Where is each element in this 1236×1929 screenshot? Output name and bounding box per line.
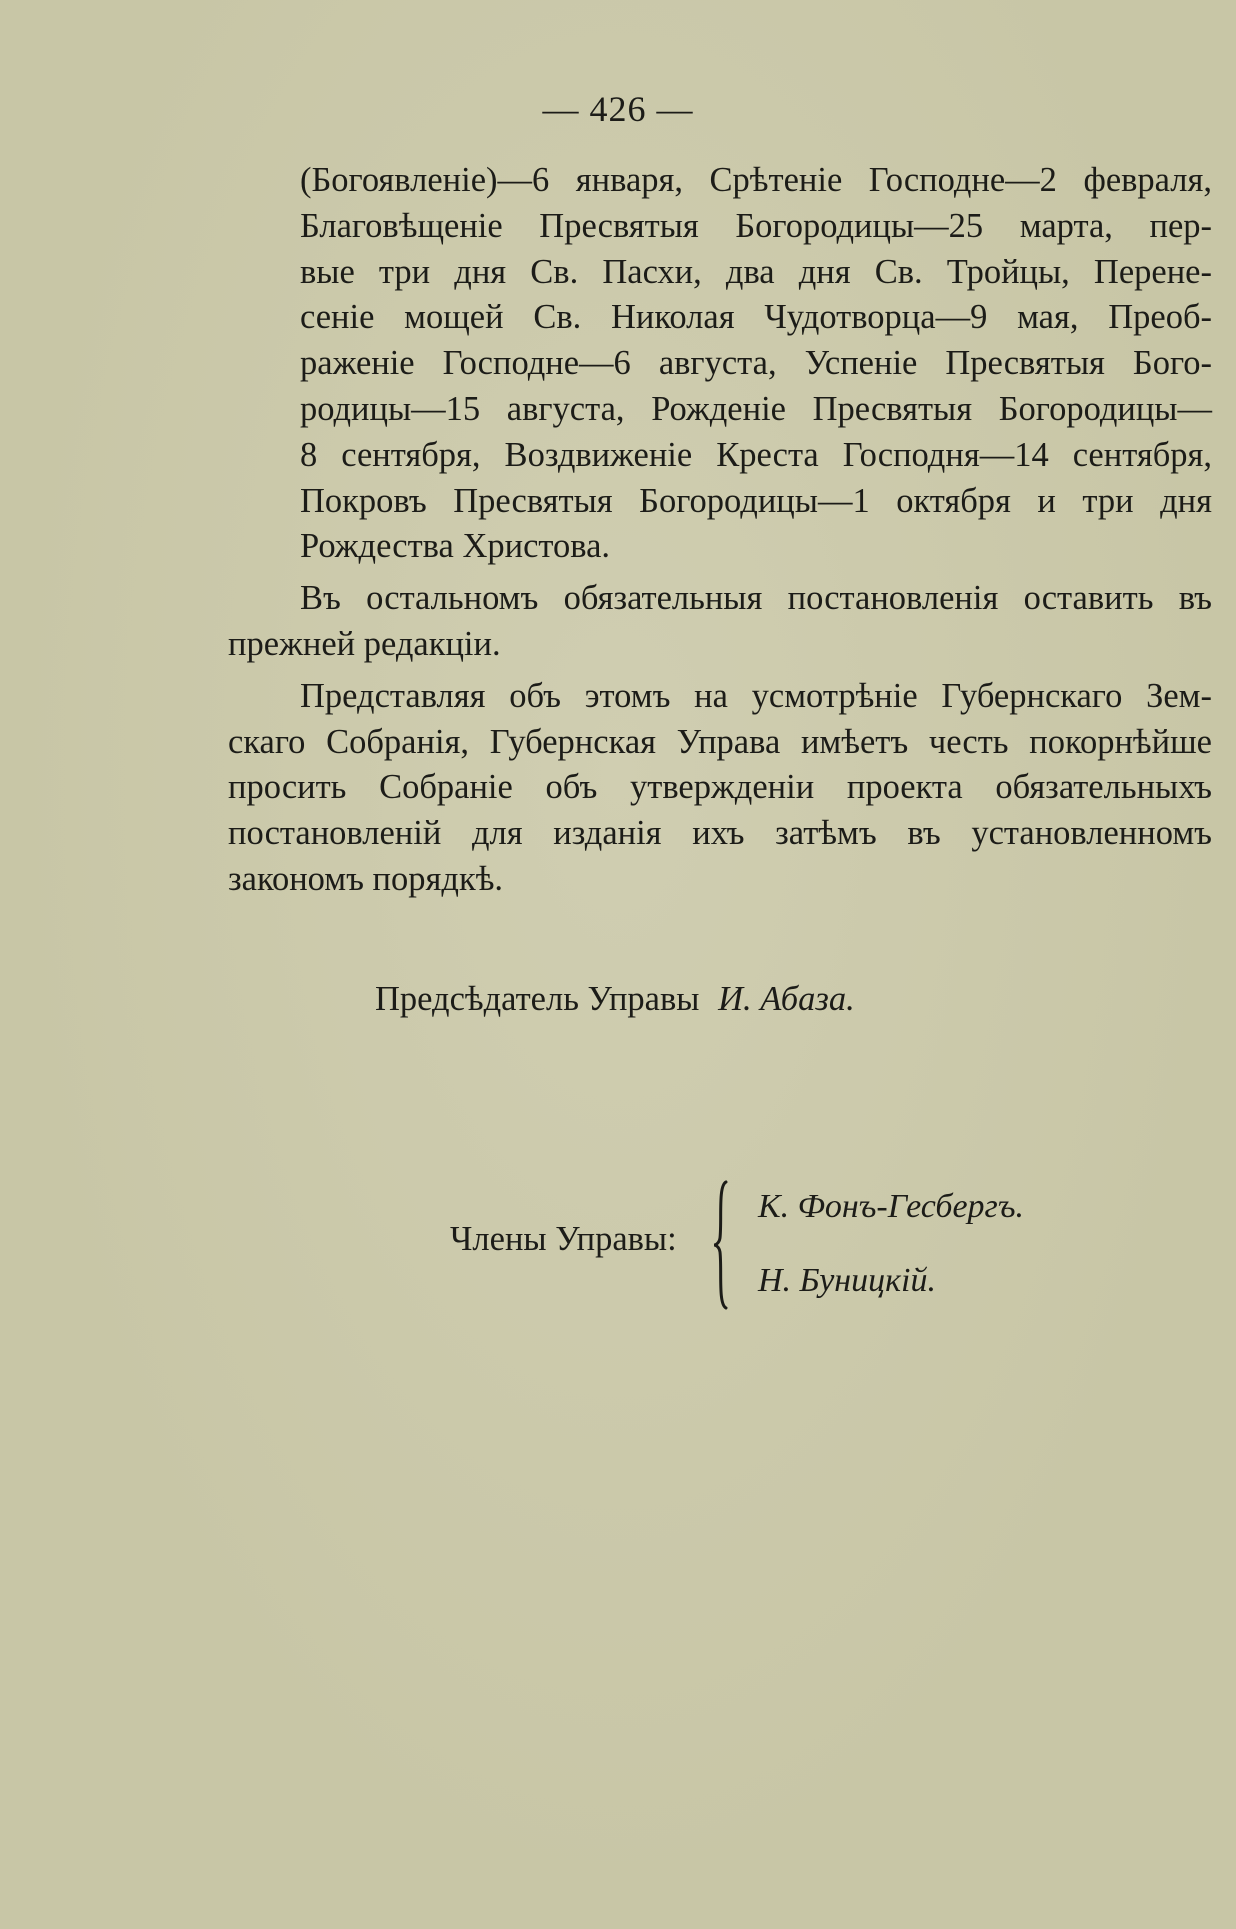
chairman-signature-line: [375, 980, 855, 1019]
chairman-signature: И. Абаза.: [718, 980, 855, 1018]
paragraph-line: (Богоявленіе)—6 января, Срѣтеніе Господне—2 февраля,: [300, 161, 1212, 199]
paragraph-line: Покровъ Пресвятыя Богородицы—1 октября и три дня: [300, 481, 1212, 520]
paragraph-line: просить Собраніе объ утвержденіи проекта обязательныхъ: [228, 768, 1212, 807]
paragraph-line: скаго Собранія, Губернская Управа имѣетъ честь покорнѣйше: [228, 722, 1212, 761]
paragraph-line: Благовѣщеніе Пресвятыя Богородицы—25 марта, пер-: [300, 206, 1212, 245]
paragraph-line: 8 сентября, Воздвиженіе Креста Господня—14 сентября,: [300, 435, 1212, 474]
paragraph-line: Рождества Христова.: [300, 527, 611, 566]
paragraph-line: закономъ порядкѣ.: [228, 859, 504, 898]
paragraph-holidays: [156, 158, 1212, 570]
paragraph-line: прежней редакціи.: [228, 624, 501, 663]
chairman-title: Предсѣдатель Управы: [375, 980, 700, 1018]
page-number: — 426 —: [542, 89, 694, 129]
paragraph-line: Въ остальномъ обязательныя постановленія оставить въ: [300, 579, 1212, 618]
paragraph-remaining: [228, 576, 1212, 668]
paragraph-line: раженіе Господне—6 августа, Успеніе Пресвятыя Бого-: [300, 344, 1212, 383]
paragraph-line: сеніе мощей Св. Николая Чудотворца—9 мая, Преоб-: [300, 298, 1212, 337]
member-name: Н. Буницкій.: [758, 1262, 937, 1299]
paragraph-petition: [228, 674, 1212, 903]
body-text: [228, 158, 1212, 903]
member-name: К. Фонъ-Гесбергъ.: [758, 1188, 1024, 1225]
paragraph-line: родицы—15 августа, Рожденіе Пресвятыя Богородицы—: [300, 389, 1212, 428]
paragraph-line: Представляя объ этомъ на усмотрѣніе Губернскаго Зем-: [300, 676, 1212, 715]
members-label: Члены Управы:: [450, 1220, 677, 1258]
paragraph-line: вые три дня Св. Пасхи, два дня Св. Тройцы, Перене-: [300, 252, 1212, 291]
paragraph-line: постановленій для изданія ихъ затѣмъ въ установленномъ: [228, 814, 1212, 853]
curly-brace-icon: [712, 1180, 732, 1310]
